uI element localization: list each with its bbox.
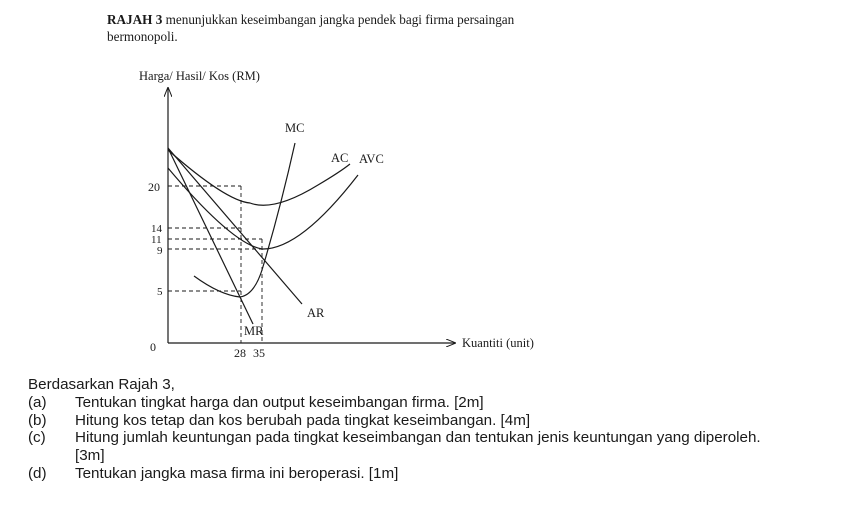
question-text-wrap xyxy=(75,429,828,465)
question-text: Hitung jumlah keuntungan pada tingkat keseimbangan dan tentukan jenis keuntungan yang diperoleh. xyxy=(75,429,761,447)
y-tick-14: 14 xyxy=(151,223,162,235)
y-tick-5: 5 xyxy=(157,286,163,298)
ar-curve xyxy=(168,148,302,304)
question-a xyxy=(28,394,828,412)
question-letter: (d) xyxy=(28,464,47,482)
figure-reference: RAJAH 3 xyxy=(107,12,163,27)
ar-label: AR xyxy=(307,306,325,320)
x-tick-35: 35 xyxy=(253,346,265,360)
mr-curve xyxy=(168,148,253,324)
avc-label: AVC xyxy=(359,152,384,166)
avc-curve xyxy=(168,168,358,249)
question-b xyxy=(28,412,828,430)
intro-text: menunjukkan keseimbangan jangka pendek bagi firma persaingan xyxy=(162,12,515,27)
x-axis-label: Kuantiti (unit) xyxy=(462,336,534,350)
question-c xyxy=(28,429,828,465)
question-letter: (c) xyxy=(28,429,46,447)
ac-curve xyxy=(168,150,350,205)
question-letter: (b) xyxy=(28,411,47,429)
y-tick-11: 11 xyxy=(151,234,162,246)
y-tick-20: 20 xyxy=(148,180,160,194)
mc-label: MC xyxy=(285,121,305,135)
origin-label: 0 xyxy=(150,340,156,354)
question-d xyxy=(28,465,828,483)
question-text: Tentukan jangka masa firma ini beroperasi. [1m] xyxy=(75,464,399,482)
x-tick-28: 28 xyxy=(234,346,246,360)
intro-line-2: bermonopoli. xyxy=(107,29,178,44)
question-text: Tentukan tingkat harga dan output keseimbangan firma. [2m] xyxy=(75,393,484,411)
mc-curve xyxy=(194,143,295,297)
questions-intro: Berdasarkan Rajah 3, xyxy=(28,376,175,393)
questions-section xyxy=(28,376,828,483)
y-tick-9: 9 xyxy=(157,245,163,257)
ac-label: AC xyxy=(331,151,349,165)
question-letter: (a) xyxy=(28,393,47,411)
question-marks: [3m] xyxy=(75,447,105,465)
question-text: Hitung kos tetap dan kos berubah pada tingkat keseimbangan. [4m] xyxy=(75,411,531,429)
mr-label: MR xyxy=(244,324,264,338)
y-axis-label: Harga/ Hasil/ Kos (RM) xyxy=(139,69,260,83)
